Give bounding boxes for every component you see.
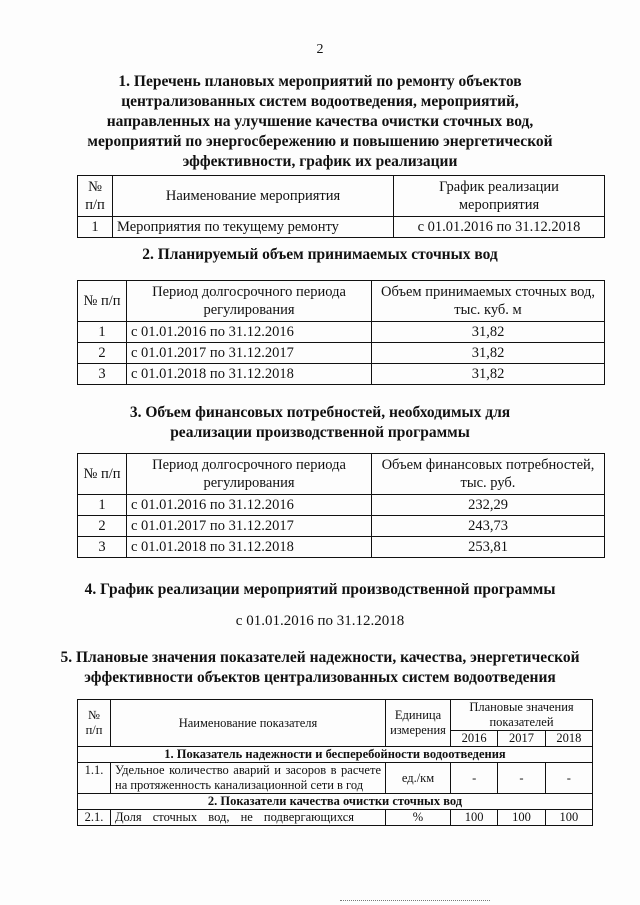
group-reliability: 1. Показатель надежности и бесперебойности водоотведения: [78, 747, 593, 763]
header-year-2018: 2018: [545, 731, 592, 747]
section-1-title: 1. Перечень плановых мероприятий по ремонту объектов централизованных систем водоотведения, мероприятий, направленных на улучшение качества очистки сточных вод, мероприятий по энергосбережению и повышению энергетической эффективности, график их реализации: [87, 73, 553, 170]
header-num: № п/п: [78, 454, 127, 495]
header-event-name: Наименование мероприятия: [113, 176, 394, 217]
section-4-title: 4. График реализации мероприятий производственной программы: [84, 581, 556, 598]
header-plan-values: Плановые значения показателей: [451, 700, 593, 731]
scan-artifact-line: [340, 900, 490, 901]
table-row: 1 с 01.01.2016 по 31.12.2016 31,82: [78, 322, 605, 343]
header-num: № п/п: [78, 176, 113, 217]
page-number: 2: [316, 42, 324, 57]
header-period: Период долгосрочного периода регулирования: [127, 454, 372, 495]
section-4-period: с 01.01.2016 по 31.12.2018: [235, 613, 405, 629]
header-unit: Единица измерения: [386, 700, 451, 747]
table-row: 3 с 01.01.2018 по 31.12.2018 31,82: [78, 364, 605, 385]
header-year-2016: 2016: [451, 731, 498, 747]
table-events: [77, 175, 605, 238]
header-period: Период долгосрочного периода регулирования: [127, 281, 372, 322]
table-row: 2.1. Доля сточных вод, не подвергающихся % 100 100 100: [78, 810, 593, 826]
section-5-title: 5. Плановые значения показателей надежности, качества, энергетической эффективности объектов централизованных систем водоотведения: [60, 649, 580, 686]
header-year-2017: 2017: [498, 731, 545, 747]
table-row: 2 с 01.01.2017 по 31.12.2017 31,82: [78, 343, 605, 364]
header-num: № п/п: [78, 700, 111, 747]
table-indicators: [77, 699, 593, 826]
table-row: 1 Мероприятия по текущему ремонту с 01.01.2016 по 31.12.2018: [78, 217, 605, 238]
table-row: 2 с 01.01.2017 по 31.12.2017 243,73: [78, 516, 605, 537]
group-treatment-quality: 2. Показатели качества очистки сточных вод: [78, 794, 593, 810]
table-financial-needs: [77, 453, 605, 558]
section-3-title: 3. Объем финансовых потребностей, необходимых для реализации производственной программы: [129, 404, 511, 441]
section-2-title: 2. Планируемый объем принимаемых сточных вод: [142, 246, 498, 263]
header-num: № п/п: [78, 281, 127, 322]
table-row: 1 с 01.01.2016 по 31.12.2016 232,29: [78, 495, 605, 516]
header-volume: Объем принимаемых сточных вод, тыс. куб. м: [372, 281, 605, 322]
table-row: 3 с 01.01.2018 по 31.12.2018 253,81: [78, 537, 605, 558]
table-row: 1.1. Удельное количество аварий и засоров в расчете на протяженность канализационной сети в год ед./км - - -: [78, 763, 593, 794]
header-financial: Объем финансовых потребностей, тыс. руб.: [372, 454, 605, 495]
header-indicator-name: Наименование показателя: [111, 700, 386, 747]
table-wastewater-volume: [77, 280, 605, 385]
header-schedule: График реализации мероприятия: [394, 176, 605, 217]
